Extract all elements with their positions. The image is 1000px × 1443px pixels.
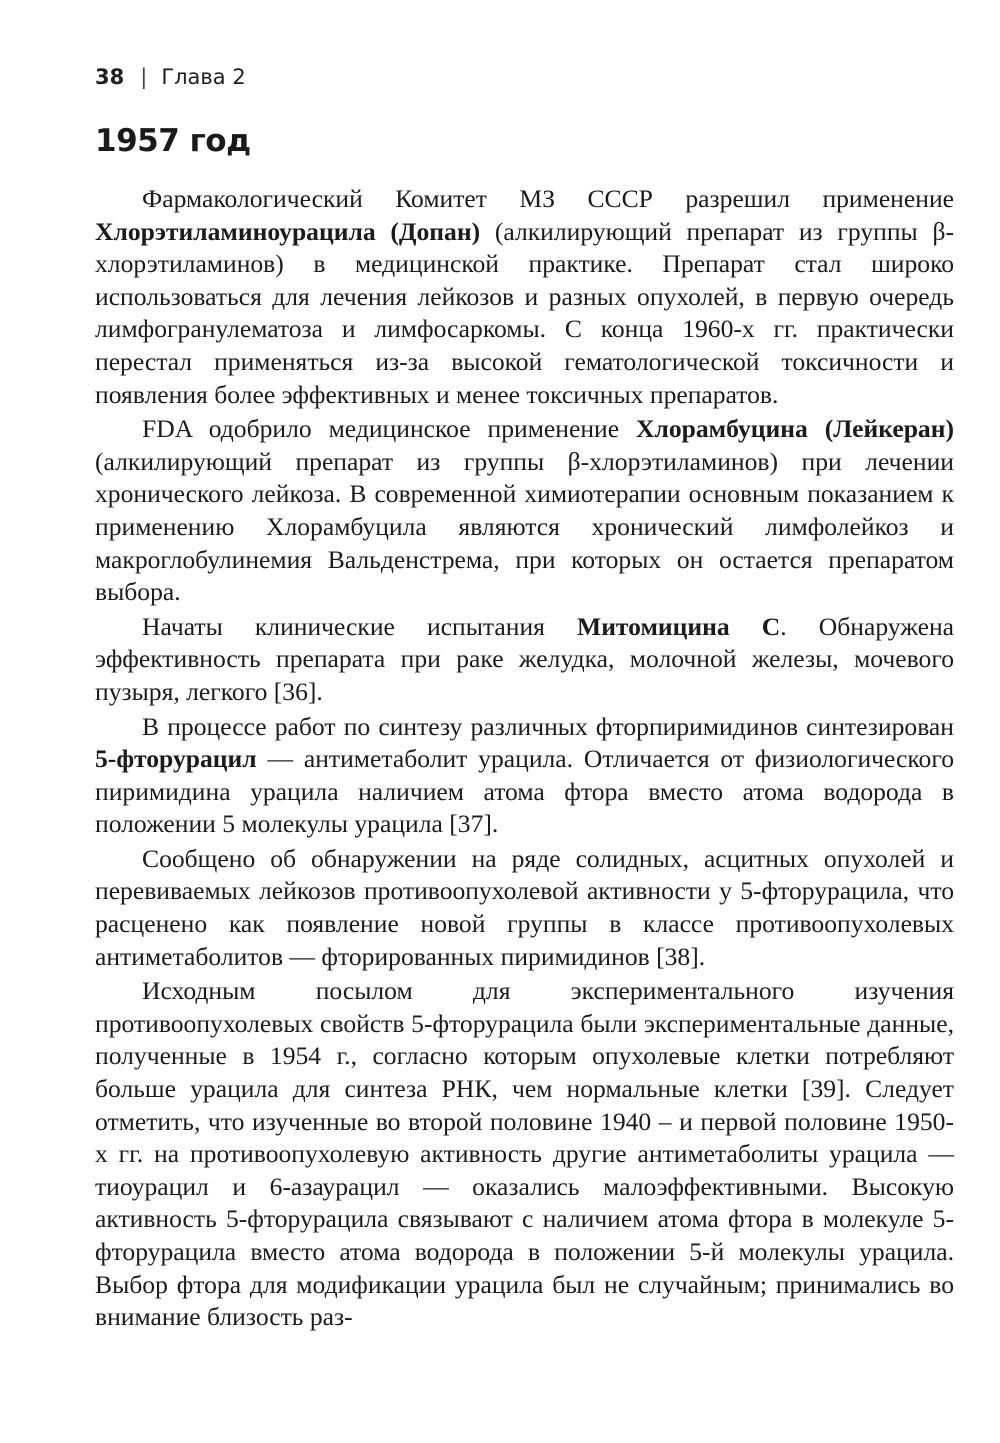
- paragraph-text: (алкилирующий препарат из группы β-хлорэтиламинов) при лечении хронического лейкоза. В современной химиотерапии основным показанием к применению Хлорамбуцила являются хронический лимфолейкоз и макроглобулинемия Вальденстрема, при которых он остается препаратом выбора.: [95, 446, 954, 607]
- paragraph-text: Фармакологический Комитет МЗ СССР разрешил применение: [142, 184, 954, 213]
- paragraph-text: В процессе работ по синтезу различных фторпиримидинов синтезирован: [142, 711, 954, 741]
- body-text: [95, 183, 954, 1334]
- paragraph-text: Начаты клинические испытания: [142, 611, 578, 641]
- drug-name: Хлорэтиламиноурацила (Допан): [95, 216, 481, 246]
- paragraph: [95, 711, 954, 841]
- drug-name: 5-фторурацил: [95, 744, 257, 774]
- running-header: [95, 58, 954, 96]
- paragraph: [95, 843, 954, 973]
- paragraph-text: Исходным посылом для экспериментального изучения противоопухолевых свойств 5-фторурацила были экспериментальные данные, полученные в 1954 г., согласно которым опухолевые клетки потребляют больше урацила для синтеза РНК, чем нормальные клетки [39]. Следует отметить, что изученные во второй половине 1940 – и первой половине 1950-х гг. на противоопухолевую активность другие антиметаболиты урацила — тиоурацил и 6-азаурацил — оказались малоэффективными. Высокую активность 5-фторурацила связывают с наличием атома фтора в молекуле 5-фторурацила вместо атома водорода в положении 5-й молекулы урацила. Выбор фтора для модификации урацила был не случайным; принимались во внимание близость раз-: [95, 976, 954, 1332]
- paragraph-text: Сообщено об обнаружении на ряде солидных, асцитных опухолей и перевиваемых лейкозов противоопухолевой активности у 5-фторурацила, что расценено как появление новой группы в классе противоопухолевых антиметаболитов — фторированных пиримидинов [38].: [95, 843, 954, 971]
- paragraph-text: (алкилирующий препарат из группы β-хлорэтиламинов) в медицинской практике. Препарат стал широко использоваться для лечения лейкозов и разных опухолей, в первую очередь лимфогранулематоза и лимфосаркомы. С конца 1960-х гг. практически перестал применяться из-за высокой гематологической токсичности и появления более эффективных и менее токсичных препаратов.: [95, 216, 954, 409]
- page-number: 38: [95, 65, 125, 89]
- paragraph: [95, 413, 954, 609]
- paragraph-text: . Обнаружена эффективность препарата при раке желудка, молочной железы, мочевого пузыря, легкого [36].: [95, 611, 955, 706]
- section-title: 1957 год: [95, 123, 251, 159]
- drug-name: Хлорамбуцина (Лейкеран): [636, 414, 954, 444]
- paragraph-text: FDA одобрило медицинское применение: [142, 414, 637, 444]
- paragraph: [95, 611, 954, 709]
- chapter-label: Глава 2: [161, 65, 246, 89]
- paragraph-text: — антиметаболит урацила. Отличается от физиологического пиримидина урацила наличием атома фтора вместо атома водорода в положении 5 молекулы урацила [37].: [95, 744, 954, 839]
- paragraph: [95, 975, 954, 1334]
- header-separator: |: [140, 65, 148, 89]
- drug-name: Митомицина С: [577, 611, 781, 641]
- paragraph: [95, 183, 954, 411]
